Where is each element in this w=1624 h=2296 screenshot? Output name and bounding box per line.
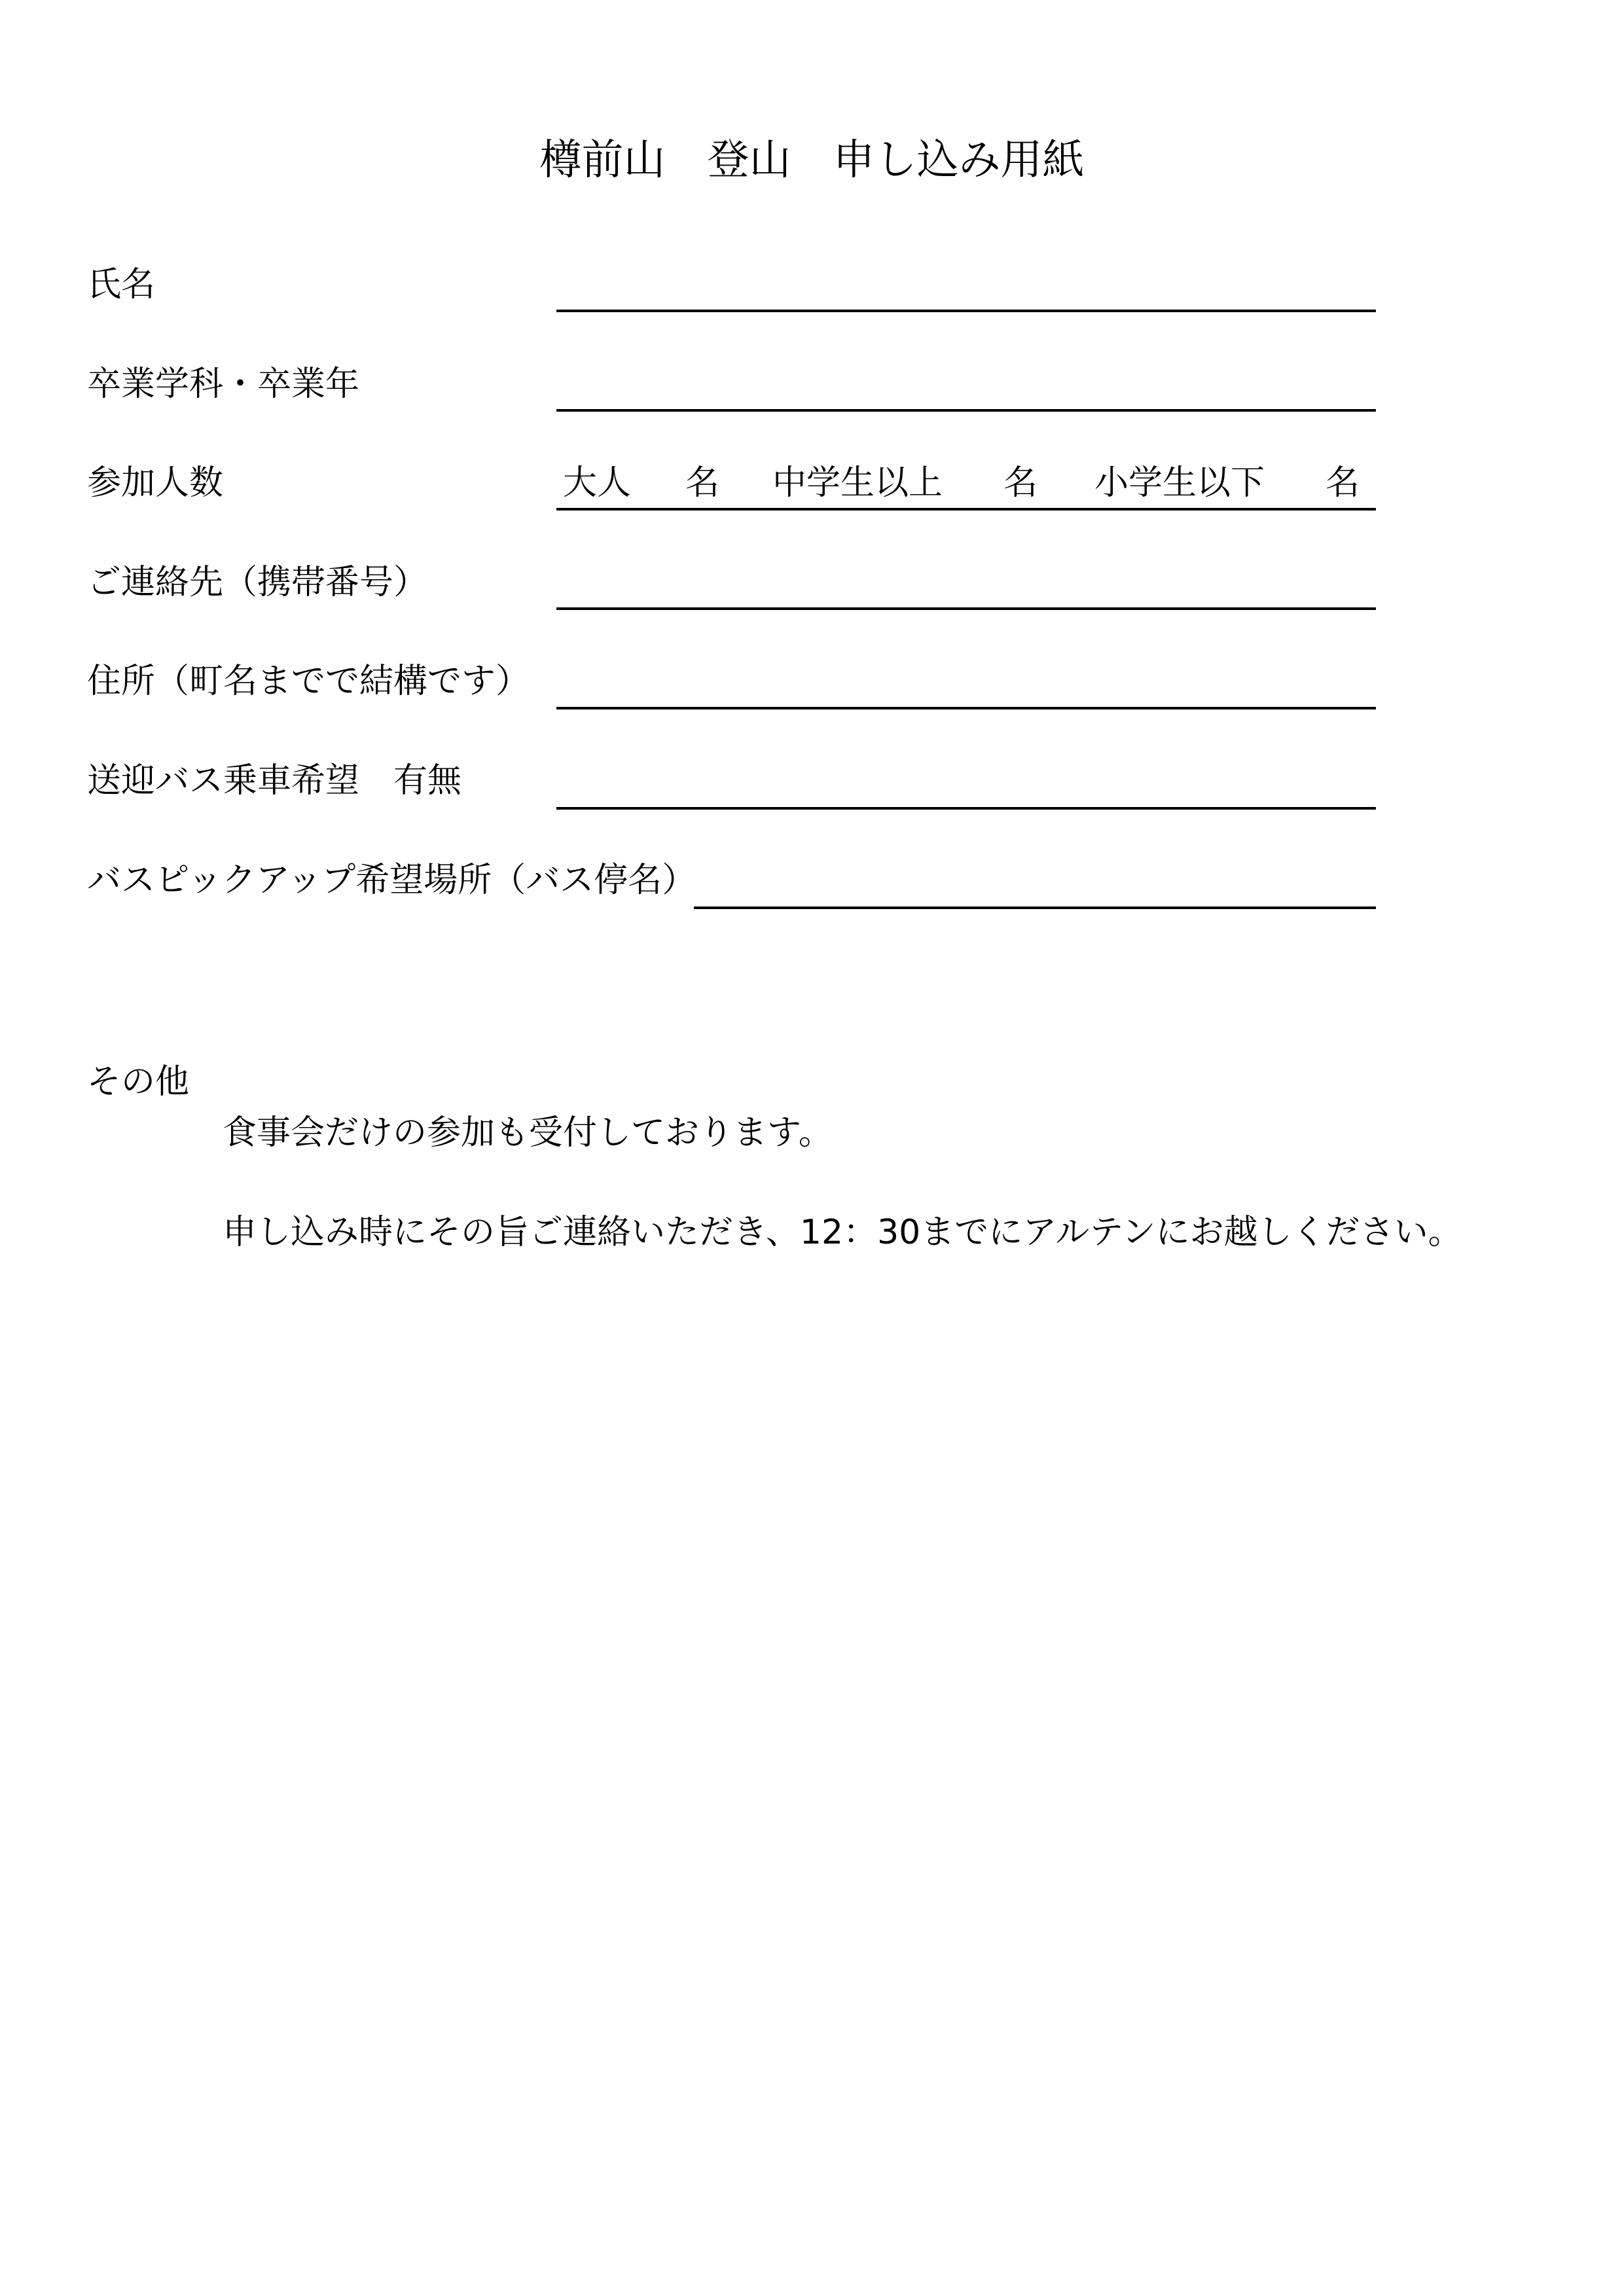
participants-field-line[interactable] [556, 508, 1376, 511]
department-label: 卒業学科・卒業年 [87, 365, 360, 404]
form-title: 樽前山 登山 申し込み用紙 [539, 136, 1085, 185]
middle-school-unit: 名 [1003, 463, 1038, 503]
middle-school-label: 中学生以上 [772, 463, 943, 503]
name-field-line[interactable] [556, 310, 1376, 312]
contact-label: ご連絡先（携帯番号） [87, 563, 428, 602]
bus-field-line[interactable] [556, 807, 1376, 810]
elementary-unit: 名 [1326, 463, 1360, 503]
pickup-field-line[interactable] [694, 906, 1376, 909]
elementary-label: 小学生以下 [1094, 463, 1265, 503]
department-field-line[interactable] [556, 409, 1376, 412]
adult-label: 大人 [563, 463, 632, 503]
other-note-1: 食事会だけの参加も受付しております。 [223, 1113, 833, 1153]
name-label: 氏名 [87, 265, 156, 304]
other-heading: その他 [87, 1062, 190, 1102]
contact-field-line[interactable] [556, 607, 1376, 610]
address-field-line[interactable] [556, 707, 1376, 709]
pickup-label: バスピックアップ希望場所（バス停名） [87, 861, 696, 900]
address-label: 住所（町名までで結構です） [87, 662, 530, 701]
adult-unit: 名 [685, 463, 720, 503]
bus-label: 送迎バス乗車希望 有無 [87, 761, 462, 800]
participants-label: 参加人数 [87, 463, 224, 503]
other-note-2: 申し込み時にその旨ご連絡いただき、12：30までにアルテンにお越しください。 [223, 1213, 1462, 1252]
